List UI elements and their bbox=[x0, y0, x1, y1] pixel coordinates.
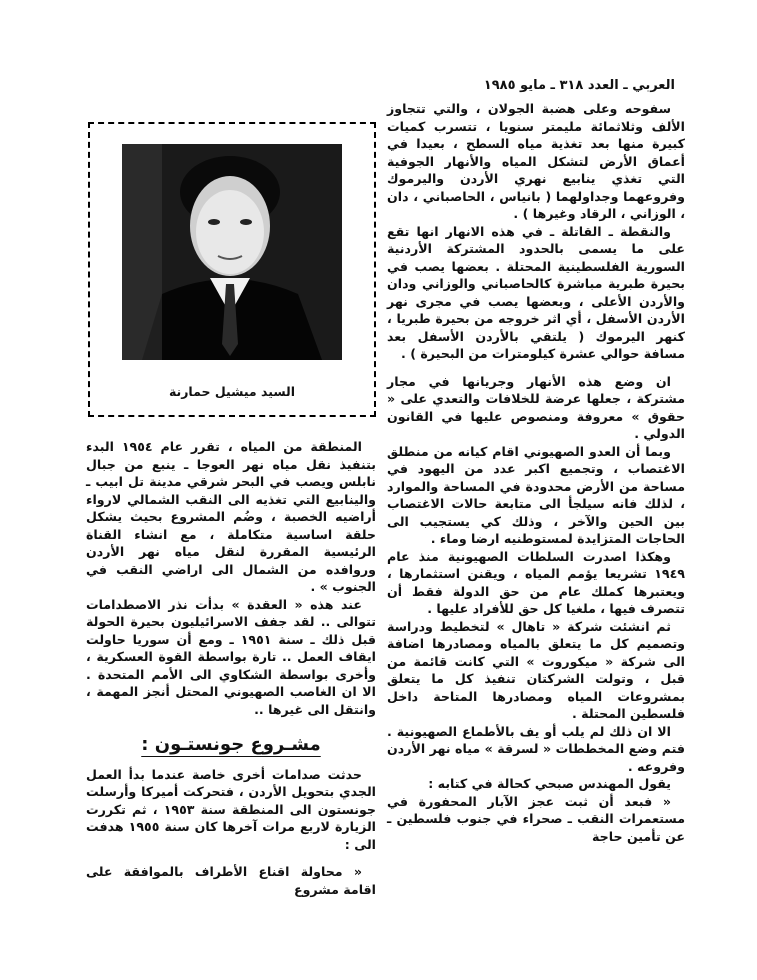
paragraph: الا ان ذلك لم يلب أو يف بالأطماع الصهيونية . فتم وضع المخططات « لسرقة » مياه نهر الأردن وفروعه . bbox=[387, 723, 685, 774]
paragraph: سفوحه وعلى هضبة الجولان ، والتي تتجاوز الألف وثلاثمائة مليمتر سنويا ، تتسرب كميات كبيرة منها بعد تغذية مياه السطح ، بعيدا في أعماق الأرض لتشكل المياه والأنهار الجوفية التي تغذي ينابيع نهري الأردن واليرموك وفروعهما وجداولهما ( بانياس ، الحاصباني ، دان ، الوزاني ، الرقاد وغيرها ) . bbox=[387, 101, 685, 221]
portrait-photo bbox=[122, 144, 342, 360]
right-text-column bbox=[387, 100, 685, 845]
paragraph: ان وضع هذه الأنهار وجريانها في مجار مشتركة ، جعلها عرضة للخلافات والتعدي على « حقوق » معروفة ومنصوص عليها في القانون الدولي . bbox=[387, 373, 685, 441]
left-text-column bbox=[86, 438, 376, 898]
paragraph: حدثت صدامات أخرى خاصة عندما بدأ العمل الجدي بتحويل الأردن ، فتحركت أميركا وأرسلت جونستون الى المنطقة سنة ١٩٥٣ ، ثم تكررت الزيارة لاربع مرات آخرها كان سنة ١٩٥٥ هدفت الى : bbox=[86, 766, 376, 852]
paragraph: المنطقة من المياه ، تقرر عام ١٩٥٤ البدء بتنفيذ نقل مياه نهر العوجا ـ ينبع من جبال نابلس ويصب في البحر شرقي مدينة تل ابيب ـ والينابيع التي تغذيه الى النقب الشمالي لارواء أراضيه الخصبة ، وضُم المشروع بحيث يشكل حلقة اساسية متكاملة ، مع انشاء القناة الرئيسية المقررة لنقل مياه نهر الأردن وروافده من الشمال الى اراضي النقب في الجنوب » . bbox=[86, 439, 376, 594]
paragraph: « محاولة اقناع الأطراف بالموافقة على اقامة مشروع bbox=[86, 864, 376, 897]
paragraph: ثم انشئت شركة « تاهال » لتخطيط ودراسة وتصميم كل ما يتعلق بالمياه ومصادرها اضافة الى شركة « ميكوروت » التي كانت قائمة من قبل ، وتولت الشركتان تنفيذ كل ما يتعلق بمشروعات المياه ومصادرها المتاحة داخل فلسطين المحتلة . bbox=[387, 618, 685, 721]
paragraph: عند هذه « العقدة » بدأت نذر الاصطدامات تتوالى .. لقد جفف الاسرائيليون بحيرة الحولة قبل ذلك ـ سنة ١٩٥١ ـ ومع أن سوريا حاولت ايقاف العمل .. تارة بواسطة القوة العسكرية ، وأخرى بواسطة الشكاوي الى الأمم المتحدة . الا ان الغاصب الصهيوني المحتل أنجز المهمة ، وانتقل الى غيرها .. bbox=[86, 596, 376, 717]
paragraph: « فبعد أن ثبت عجز الآبار المحفورة في مستعمرات النقب ـ صحراء في جنوب فلسطين ـ عن تأمين حاجة bbox=[387, 793, 685, 844]
section-title: مشـروع جونستـون : bbox=[141, 734, 321, 755]
paragraph: يقول المهندس صبحي كحالة في كتابه : bbox=[428, 776, 671, 791]
page-header: العربي ـ العدد ٣١٨ ـ مايو ١٩٨٥ bbox=[483, 78, 675, 93]
photo-caption: السيد ميشيل حمارنة bbox=[168, 384, 296, 399]
paragraph: وهكذا اصدرت السلطات الصهيونية منذ عام ١٩٤٩ تشريعا يؤمم المياه ، ويقنن استثمارها ، ويعتبرها كملك عام من حق الدولة فقط أن تتصرف فيها ، ملغيا كل حق للأفراد عليها . bbox=[387, 548, 685, 616]
portrait-illustration bbox=[122, 144, 342, 360]
paragraph: والنقطة ـ القاتلة ـ في هذه الانهار انها تقع على ما يسمى بالحدود المشتركة الأردنية السورية الفلسطينية المحتلة . بعضها يصب في بحيرة طبرية مباشرة كالحاصباني والوزاني ودان والأردن الأعلى ، وبعضها يصب في مجرى نهر الأردن الأسفل ، أي اثر خروجه من بحيرة طبريا ، كنهر اليرموك ( يلتقي بالأردن الأسفل بعد مسافة حوالي عشرة كيلومترات من البحيرة ) . bbox=[387, 223, 685, 361]
photo-frame bbox=[88, 122, 376, 417]
paragraph: وبما أن العدو الصهيوني اقام كيانه من منطلق الاغتصاب ، وتجميع اكبر عدد من اليهود في مساحة من الأرض محدودة في المساحة والموارد ، لذلك فانه سيلجأ الى متابعة حالات الاغتصاب بين الحين والآخر ، وذلك كي يستجيب الى الحاجات المتزايدة لمستوطنيه ارضا وماء . bbox=[387, 443, 685, 546]
